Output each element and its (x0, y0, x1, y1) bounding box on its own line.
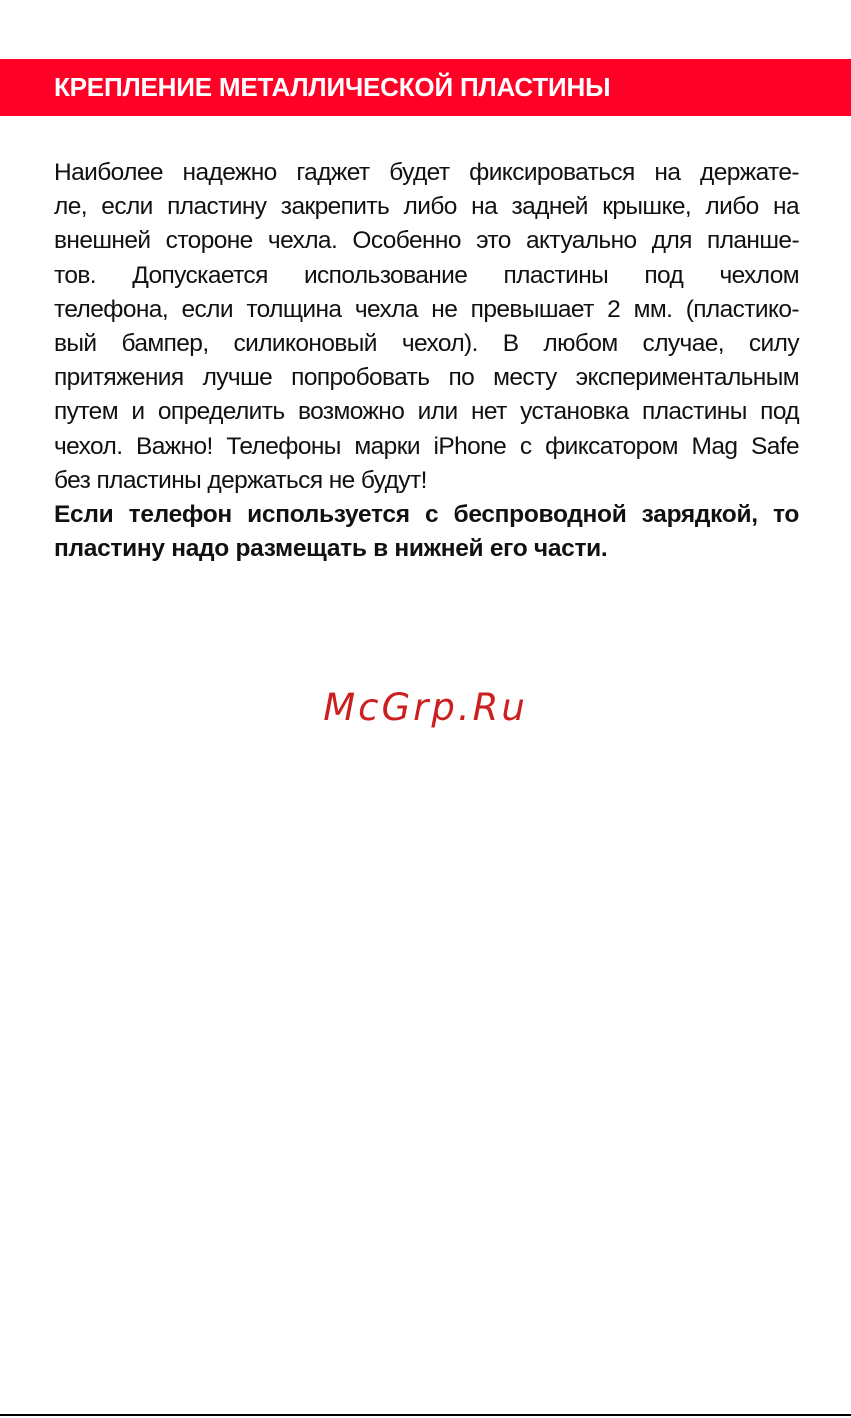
paragraph-line: вый бампер, силиконовый чехол). В любом случае, силу (54, 329, 799, 357)
paragraph-line: чехол. Важно! Телефоны марки iPhone с фиксатором Mag Safe (54, 432, 799, 460)
paragraph-line: тов. Допускается использование пластины под чехлом (54, 261, 799, 289)
paragraph-line: притяжения лучше попробовать по месту экспериментальным (54, 364, 799, 392)
section-title: КРЕПЛЕНИЕ МЕТАЛЛИЧЕСКОЙ ПЛАСТИНЫ (54, 72, 611, 102)
section-header-band (0, 59, 851, 116)
bold-note-line: пластину надо размещать в нижней его части. (54, 535, 608, 563)
paragraph-line: Наиболее надежно гаджет будет фиксироваться на держате- (54, 159, 799, 186)
site-watermark: McGrp.Ru (323, 686, 528, 729)
paragraph-line: без пластины держаться не будут! (54, 466, 427, 494)
instruction-text (54, 156, 799, 566)
bold-note-line: Если телефон используется с беспроводной зарядкой, то (54, 500, 799, 528)
paragraph-line: внешней стороне чехла. Особенно это актуально для планше- (54, 227, 799, 255)
paragraph-line: путем и определить возможно или нет установка пластины под (54, 398, 799, 426)
paragraph-line: телефона, если толщина чехла не превышает 2 мм. (пластико- (54, 295, 799, 323)
bottom-divider (0, 1414, 851, 1416)
paragraph-line: ле, если пластину закрепить либо на задней крышке, либо на (54, 193, 799, 221)
